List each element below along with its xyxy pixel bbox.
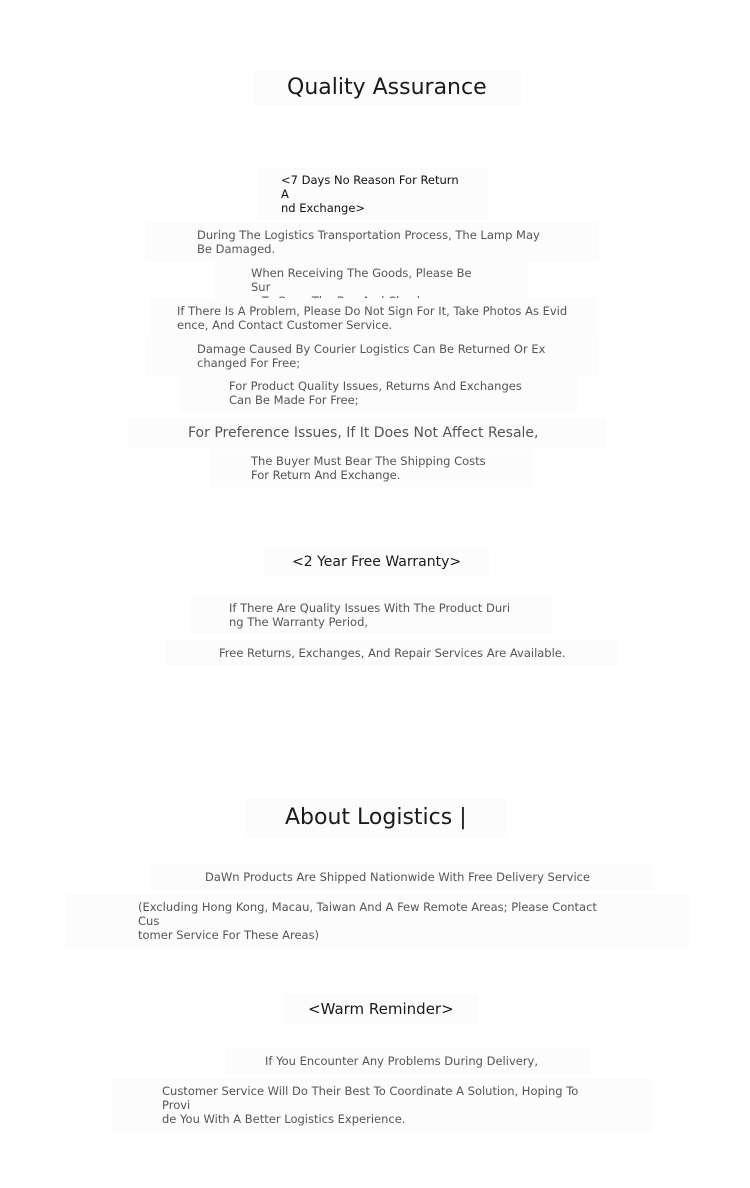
customer-service-paragraph: Customer Service Will Do Their Best To Coordinate A Solution, Hoping To Provi de You With A Better Logistics Experience. [112, 1078, 652, 1132]
preference-issue-paragraph: For Preference Issues, If It Does Not Affect Resale, [128, 418, 606, 448]
warranty-issue-paragraph: If There Are Quality Issues With The Product Duri ng The Warranty Period, [190, 596, 552, 634]
return-policy-heading: <7 Days No Reason For Return A nd Exchange> [258, 168, 488, 220]
courier-damage-paragraph: Damage Caused By Courier Logistics Can Be Returned Or Ex changed For Free; [145, 336, 599, 376]
delivery-problem-paragraph: If You Encounter Any Problems During Delivery, [225, 1048, 589, 1074]
damage-notice-paragraph: During The Logistics Transportation Process, The Lamp May Be Damaged. [145, 222, 599, 262]
problem-notice-paragraph: If There Is A Problem, Please Do Not Sign For It, Take Photos As Evid ence, And Contact Customer Service. [150, 298, 596, 338]
warm-reminder-heading: <Warm Reminder> [284, 994, 478, 1024]
inspection-notice-paragraph: When Receiving The Goods, Please Be Sur [214, 261, 528, 313]
excluded-areas-paragraph: (Excluding Hong Kong, Macau, Taiwan And A Few Remote Areas; Please Contact Cus tomer Service For These Areas) [66, 894, 690, 948]
warranty-services-paragraph: Free Returns, Exchanges, And Repair Services Are Available. [165, 640, 618, 666]
quality-assurance-title: Quality Assurance [253, 70, 521, 106]
about-logistics-title: About Logistics | [245, 798, 507, 838]
shipping-cost-paragraph: The Buyer Must Bear The Shipping Costs For Return And Exchange. [210, 449, 532, 487]
quality-issue-paragraph: For Product Quality Issues, Returns And Exchanges Can Be Made For Free; [180, 374, 578, 412]
warranty-heading: <2 Year Free Warranty> [264, 548, 489, 576]
free-delivery-paragraph: DaWn Products Are Shipped Nationwide With Free Delivery Service [150, 864, 652, 890]
